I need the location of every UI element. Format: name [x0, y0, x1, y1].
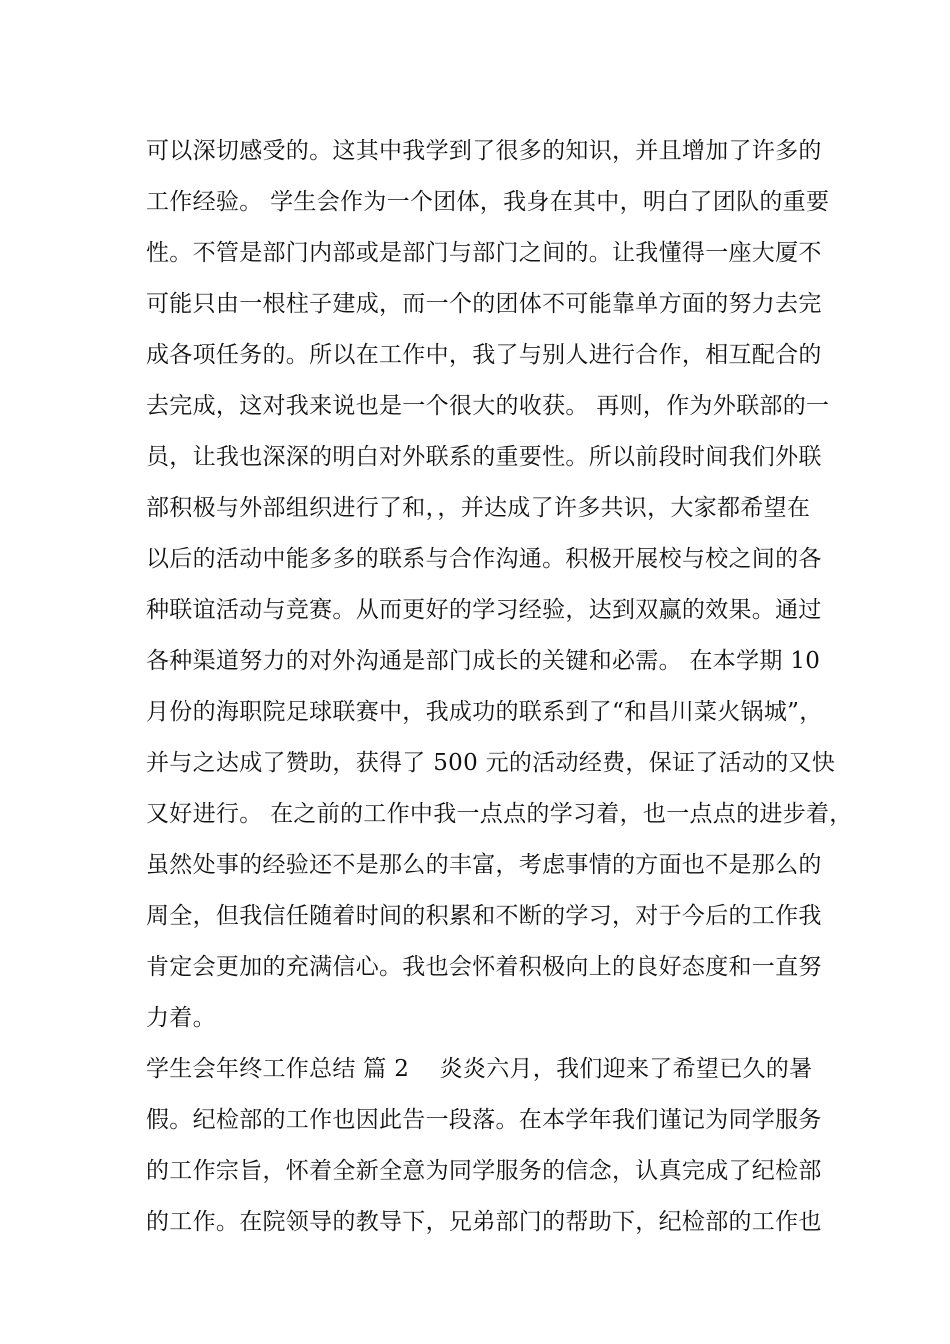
section-heading-line: 学生会年终工作总结 篇 2 炎炎六月，我们迎来了希望已久的暑	[146, 1056, 813, 1082]
text-line: 可以深切感受的。这其中我学到了很多的知识，并且增加了许多的	[146, 138, 822, 164]
text-line: 肯定会更加的充满信心。我也会怀着积极向上的良好态度和一直努	[146, 954, 822, 980]
text-line: 虽然处事的经验还不是那么的丰富，考虑事情的方面也不是那么的	[146, 852, 822, 878]
text-line: 可能只由一根柱子建成，而一个的团体不可能靠单方面的努力去完	[146, 291, 822, 317]
text-line: 部积极与外部组织进行了和，，并达成了许多共识，大家都希望在	[146, 495, 811, 521]
text-line: 月份的海职院足球联赛中，我成功的联系到了“和昌川菜火锅城”，	[146, 699, 823, 725]
text-line: 又好进行。 在之前的工作中我一点点的学习着，也一点点的进步着，	[146, 801, 853, 827]
text-line: 假。纪检部的工作也因此告一段落。在本学年我们谨记为同学服务	[146, 1107, 822, 1133]
text-line: 并与之达成了赞助，获得了 500 元的活动经费，保证了活动的又快	[146, 750, 836, 776]
text-line: 各种渠道努力的对外沟通是部门成长的关键和必需。 在本学期 10	[146, 648, 821, 674]
text-line: 以后的活动中能多多的联系与合作沟通。积极开展校与校之间的各	[146, 546, 822, 572]
text-line: 种联谊活动与竞赛。从而更好的学习经验，达到双赢的效果。通过	[146, 597, 822, 623]
text-line: 成各项任务的。所以在工作中，我了与别人进行合作，相互配合的	[146, 342, 822, 368]
text-line: 周全，但我信任随着时间的积累和不断的学习，对于今后的工作我	[146, 903, 822, 929]
text-line: 性。不管是部门内部或是部门与部门之间的。让我懂得一座大厦不	[146, 240, 822, 266]
text-line: 的工作。在院领导的教导下，兄弟部门的帮助下，纪检部的工作也	[146, 1209, 822, 1235]
text-line: 的工作宗旨，怀着全新全意为同学服务的信念，认真完成了纪检部	[146, 1158, 822, 1184]
text-line: 去完成，这对我来说也是一个很大的收获。 再则，作为外联部的一	[146, 393, 830, 419]
text-line: 力着。	[146, 1005, 216, 1031]
text-line: 工作经验。 学生会作为一个团体，我身在其中，明白了团队的重要	[146, 189, 830, 215]
text-line: 员，让我也深深的明白对外联系的重要性。所以前段时间我们外联	[146, 444, 822, 470]
